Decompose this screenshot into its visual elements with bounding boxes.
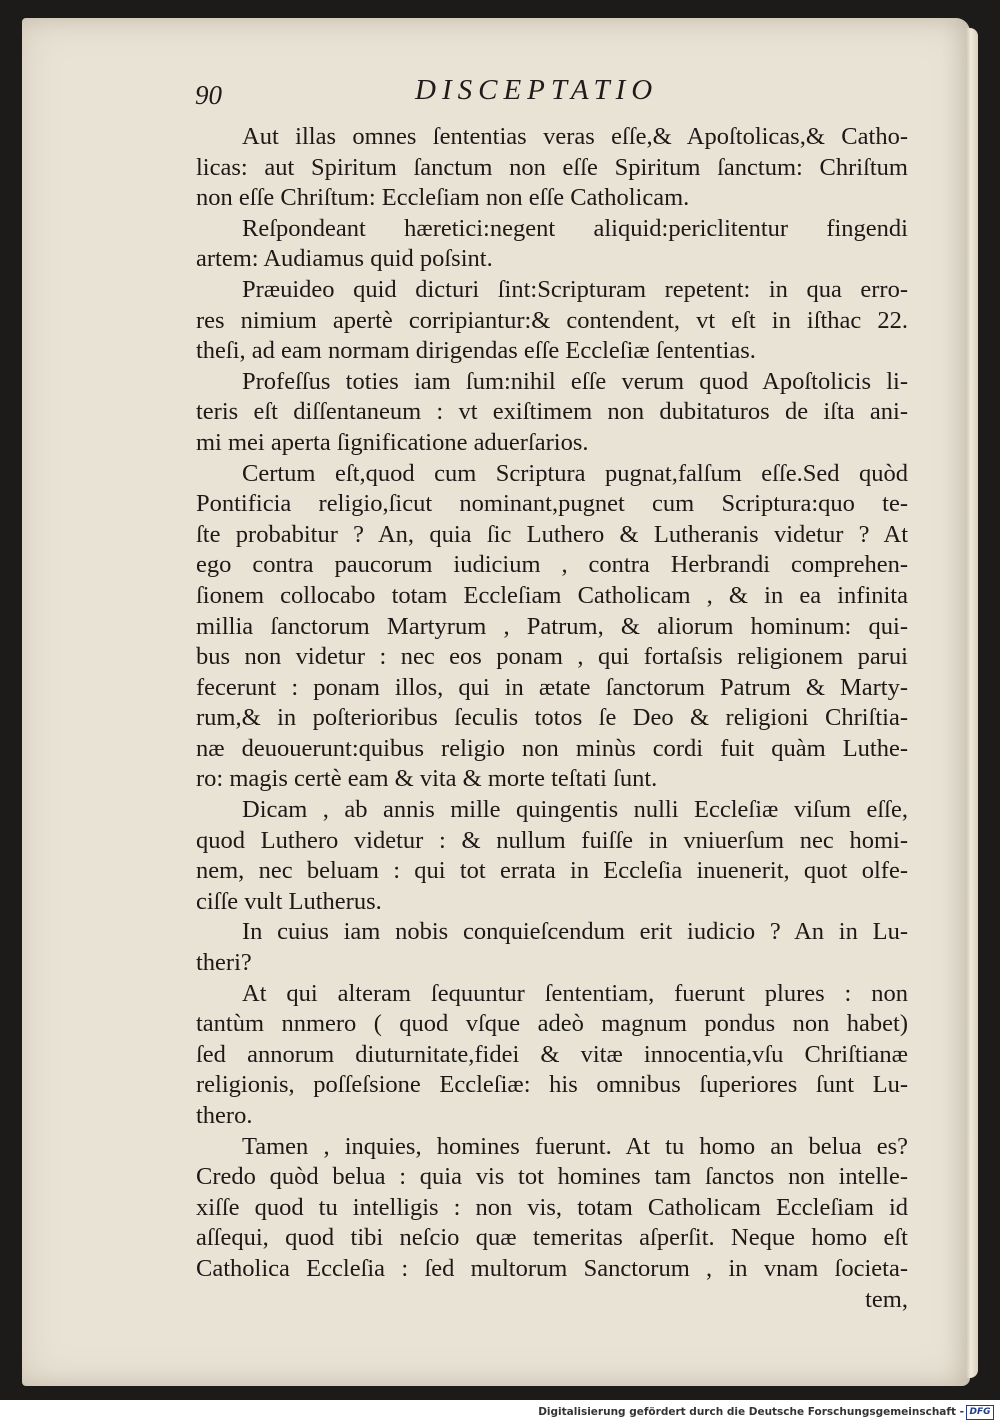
text-line: Reſpondeant hæretici:negent aliquid:periclitentur fingendi (242, 214, 908, 242)
text-line: fecerunt : ponam illos, qui in ætate ſanctorum Patrum & Marty- (196, 673, 908, 701)
text-line: religionis, poſſeſsione Eccleſiæ: his omnibus ſuperiores ſunt Lu- (196, 1071, 908, 1099)
text-line: næ deuouerunt:quibus religio non minùs cordi fuit quàm Luthe- (196, 734, 908, 762)
text-line: ſed annorum diuturnitate,fidei & vitæ innocentia,vſu Chriſtianæ (196, 1040, 908, 1068)
footer-bar (0, 1400, 1000, 1425)
text-line: licas: aut Spiritum ſanctum non eſſe Spiritum ſanctum: Chriſtum (196, 153, 908, 181)
text-block (196, 122, 908, 1315)
text-line: ſionem collocabo totam Eccleſiam Catholicam , & in ea infinita (196, 581, 908, 609)
text-line: aſſequi, quod tibi neſcio quæ temeritas aſperſit. Neque homo eſt (196, 1224, 908, 1252)
text-line: tantùm nnmero ( quod vſque adeò magnum pondus non habet) (196, 1010, 908, 1038)
running-title: DISCEPTATIO (415, 74, 659, 106)
text-line: quod Luthero videtur : & nullum fuiſſe in vniuerſum nec homi- (196, 826, 908, 854)
text-line: rum,& in poſterioribus ſeculis totos ſe Deo & religioni Chriſtia- (196, 704, 908, 732)
text-line: xiſſe quod tu intelligis : non vis, totam Catholicam Eccleſiam id (196, 1193, 908, 1221)
text-line: Dicam , ab annis mille quingentis nulli Eccleſiæ viſum eſſe, (242, 796, 908, 824)
text-line: mi mei aperta ſignificatione aduerſarios. (196, 428, 589, 456)
footer-credit: Digitalisierung gefördert durch die Deutsche Forschungsgemeinschaft - (538, 1406, 964, 1418)
text-line: teris eſt diſſentaneum : vt exiſtimem non dubitaturos de iſta ani- (196, 398, 908, 426)
text-line: ego contra paucorum iudicium , contra Herbrandi comprehen- (196, 551, 908, 579)
text-line: Præuideo quid dicturi ſint:Scripturam repetent: in qua erro- (242, 275, 908, 303)
text-line: In cuius iam nobis conquieſcendum erit iudicio ? An in Lu- (242, 918, 908, 946)
page-edge (966, 28, 978, 1378)
text-line: Aut illas omnes ſententias veras eſſe,& Apoſtolicas,& Catho- (242, 123, 908, 150)
text-line: Tamen , inquies, homines fuerunt. At tu homo an belua es? (242, 1132, 908, 1160)
dfg-logo: DFG (966, 1405, 994, 1420)
text-line: Certum eſt,quod cum Scriptura pugnat,falſum eſſe.Sed quòd (242, 459, 908, 487)
text-line: At qui alteram ſequuntur ſententiam, fuerunt plures : non (242, 979, 908, 1007)
text-line: non eſſe Chriſtum: Eccleſiam non eſſe Catholicam. (196, 184, 690, 212)
text-line: Pontificia religio,ſicut nominant,pugnet cum Scriptura:quo te- (196, 490, 908, 518)
catchword: tem, (865, 1285, 908, 1313)
text-line: thero. (196, 1102, 253, 1129)
text-line: millia ſanctorum Martyrum , Patrum, & aliorum hominum: qui- (196, 612, 908, 640)
page-number: 90 (195, 80, 222, 110)
text-line: theſi, ad eam normam dirigendas eſſe Eccleſiæ ſententias. (196, 337, 756, 365)
text-line: Profeſſus toties iam ſum:nihil eſſe verum quod Apoſtolicis li- (242, 367, 908, 395)
text-line: res nimium apertè corripiantur:& contendent, vt eſt in iſthac 22. (196, 306, 908, 334)
text-line: theri? (196, 949, 252, 977)
text-line: nem, nec beluam : qui tot errata in Eccleſia inuenerit, quot olfe- (196, 857, 908, 885)
text-line: Credo quòd belua : quia vis tot homines tam ſanctos non intelle- (196, 1163, 908, 1191)
text-line: Catholica Eccleſia : ſed multorum Sanctorum , in vnam ſocieta- (196, 1254, 908, 1282)
text-line: ciſſe vult Lutherus. (196, 887, 382, 915)
text-line: artem: Audiamus quid poſsint. (196, 245, 493, 273)
running-head (195, 74, 907, 114)
text-line: bus non videtur : nec eos ponam , qui fortaſsis religionem parui (196, 643, 908, 671)
text-line: ſte probabitur ? An, quia ſic Luthero & Lutheranis videtur ? At (196, 520, 908, 548)
text-line: ro: magis certè eam & vita & morte teſtati ſunt. (196, 765, 658, 793)
